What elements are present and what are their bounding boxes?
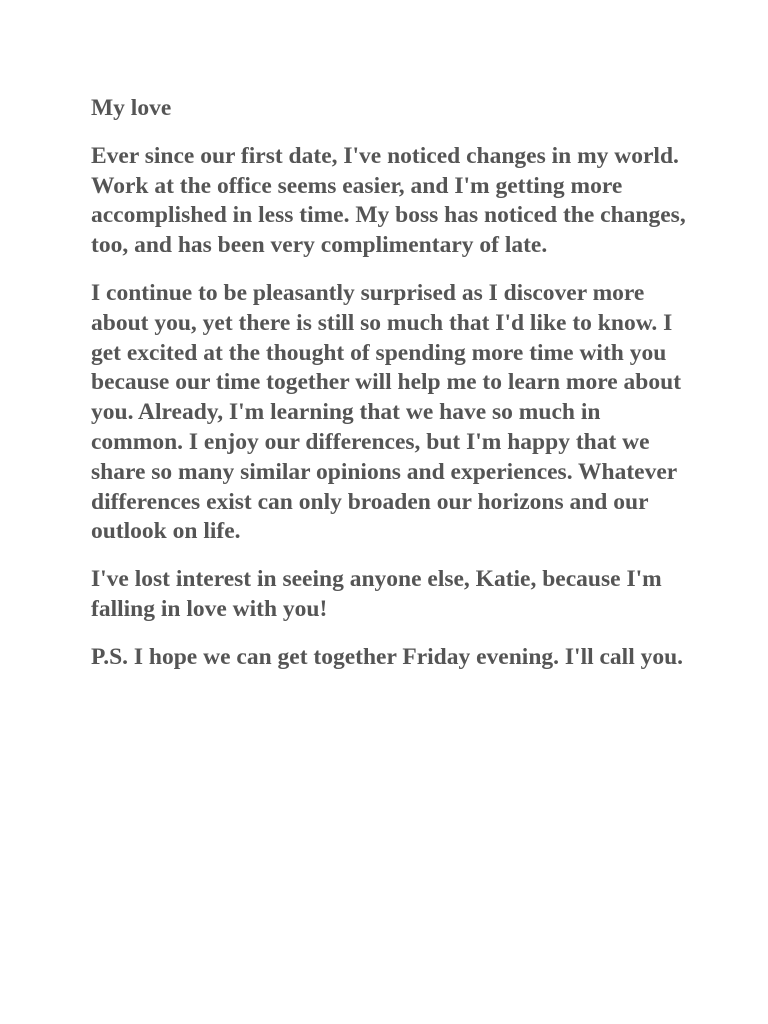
paragraph-discover-more: I continue to be pleasantly surprised as I discover more about you, yet there is still so much that I'd like to know. I get excited at the thought of spending more time with you because our time together will help me to learn more about you. Already, I'm learning that we have so much in common. I enjoy our differences, but I'm happy that we share so many similar opinions and experiences. Whatever differences exist can only broaden our horizons and our outlook on life.	[91, 279, 682, 545]
paragraph-first-date: Ever since our first date, I've noticed changes in my world. Work at the office seems easier, and I'm getting more accomplished in less time. My boss has noticed the changes, too, and has been very complimentary of late.	[91, 142, 686, 259]
letter-body	[91, 94, 691, 691]
postscript: P.S. I hope we can get together Friday evening. I'll call you.	[91, 643, 684, 670]
salutation: My love	[91, 95, 172, 121]
paragraph-falling-in-love: I've lost interest in seeing anyone else, Katie, because I'm falling in love with you!	[91, 566, 662, 622]
